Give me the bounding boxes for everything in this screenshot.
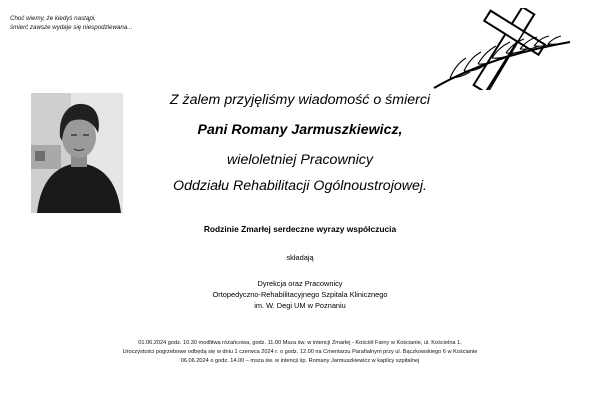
signature-line-1: Dyrekcja oraz Pracownicy bbox=[257, 279, 343, 288]
announcement-line-3: wieloletniej Pracownicy bbox=[227, 152, 373, 168]
signature-line-2: Ortopedyczno-Rehabilitacyjnego Szpitala Klinicznego bbox=[212, 290, 388, 299]
funeral-details-line-2: Uroczystości pogrzebowe odbędą się w dniu 1 czerwca 2024 r. o godz. 12.00 na Cmentarzu Parafialnym przy ul. Bączkowskiego 6 w Kościanie bbox=[122, 349, 478, 356]
signature bbox=[150, 278, 450, 311]
funeral-details-line-1: 01.06.2024 godz. 10.30 modlitwa różańcowa, godz. 11.00 Msza św. w intencji Zmarłej - Kościół Farny w Kościanie, ul. Kościelna 1, bbox=[138, 340, 462, 346]
deceased-name: Pani Romany Jarmuszkiewicz, bbox=[197, 122, 403, 138]
announcement-line-1: Z żalem przyjęliśmy wiadomość o śmierci bbox=[169, 92, 431, 108]
quote-line-2: śmierć zawsze wydaje się niespodziewana... bbox=[10, 24, 133, 31]
condolence-text: Rodzinie Zmarłej serdeczne wyrazy współczucia bbox=[203, 224, 397, 234]
announcement-line-4: Oddziału Rehabilitacji Ogólnoustrojowej. bbox=[173, 178, 427, 194]
signature-line-3: im. W. Degi UM w Poznaniu bbox=[254, 301, 346, 310]
cross-with-palm-branch-icon bbox=[430, 8, 580, 90]
funeral-details-line-3: 06.06.2024 o godz. 14.00 – msza św. w intencji śp. Romany Jarmuszkiewicz w kaplicy szpitalnej bbox=[180, 358, 420, 365]
quote bbox=[10, 14, 132, 32]
quote-line-1: Choć wiemy, że kiedyś nastąpi, bbox=[10, 15, 96, 22]
portrait-photo bbox=[31, 93, 123, 213]
funeral-details bbox=[20, 339, 580, 367]
from-label: składają bbox=[286, 253, 314, 262]
